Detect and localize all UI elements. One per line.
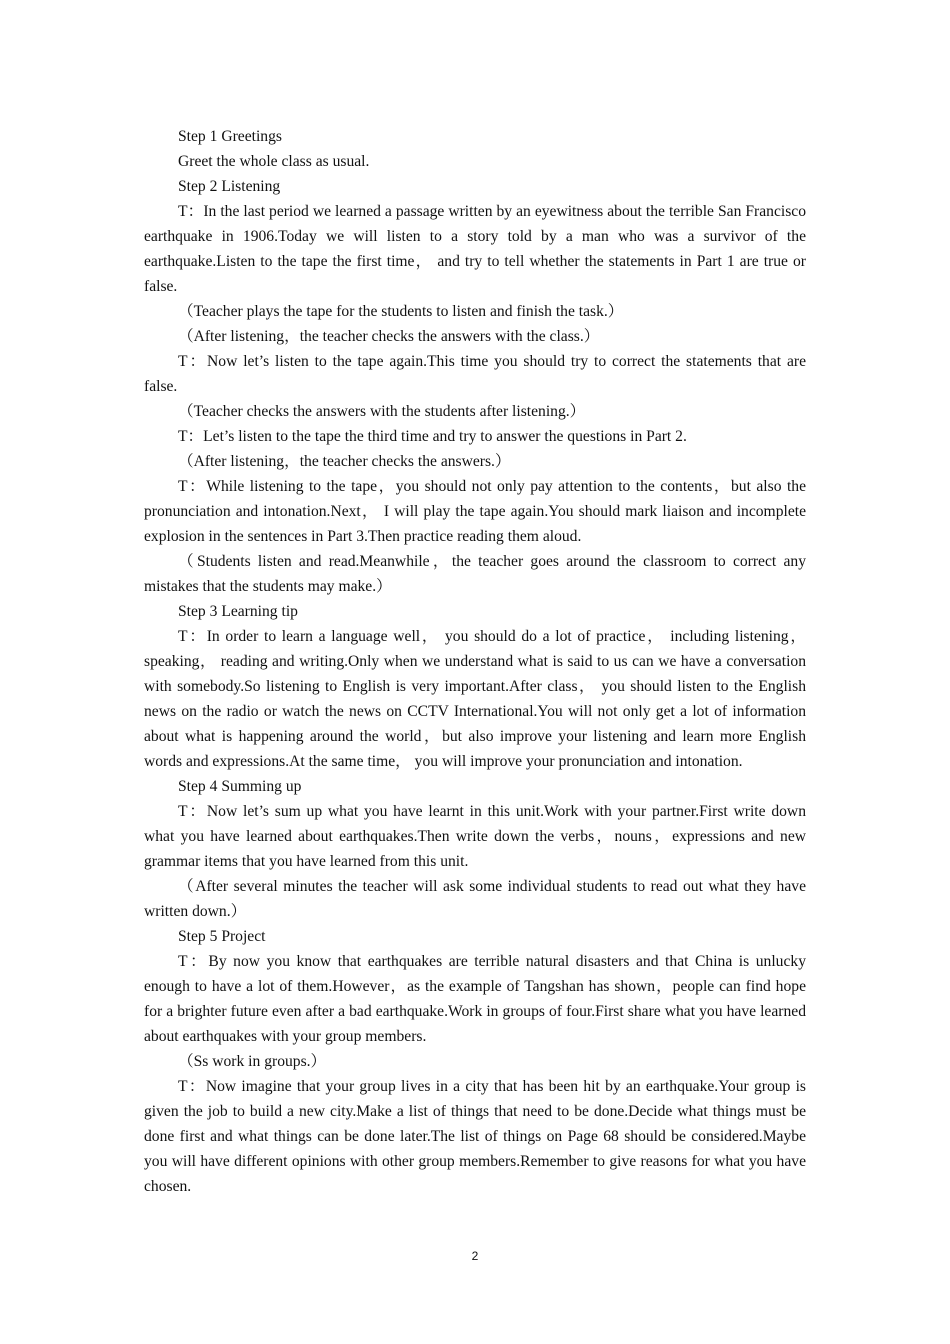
step2-paragraph-8: T：While listening to the tape，you should not only pay attention to the contents，but also the pronunciation and intonation.Next， I will play the tape again.You should mark liaison and incomplete explosion in the sentences in Part 3.Then practice reading them aloud. xyxy=(144,478,806,545)
step2-paragraph-5: （Teacher checks the answers with the students after listening.） xyxy=(178,403,586,420)
step4-heading: Step 4 Summing up xyxy=(178,778,302,795)
step2-paragraph-7: （After listening，the teacher checks the answers.） xyxy=(178,453,511,470)
step4-paragraph-1: T：Now let’s sum up what you have learnt in this unit.Work with your partner.First write down what you have learned about earthquakes.Then write down the verbs，nouns，expressions and new grammar items that you have learned from this unit. xyxy=(144,803,806,870)
step1-heading: Step 1 Greetings xyxy=(178,128,282,145)
step2-paragraph-6: T：Let’s listen to the tape the third time and try to answer the questions in Part 2. xyxy=(178,428,687,445)
step5-paragraph-1: T：By now you know that earthquakes are terrible natural disasters and that China is unlucky enough to have a lot of them.However，as the example of Tangshan has shown，people can find hope for a brighter future even after a bad earthquake.Work in groups of four.First share what you have learned about earthquakes with your group members. xyxy=(144,953,806,1045)
step2-paragraph-2: （Teacher plays the tape for the students to listen and finish the task.） xyxy=(178,303,624,320)
step3-heading: Step 3 Learning tip xyxy=(178,603,298,620)
page-number: 2 xyxy=(471,1249,479,1263)
step4-paragraph-2: （After several minutes the teacher will ask some individual students to read out what they have written down.） xyxy=(144,878,806,920)
step5-paragraph-2: （Ss work in groups.） xyxy=(178,1053,327,1070)
step3-paragraph-1: T：In order to learn a language well， you should do a lot of practice， including listening， speaking， reading and writing.Only when we understand what is said to us can we have a conversation with somebody.So listening to English is very important.After class， you should listen to the English news on the radio or watch the news on CCTV International.You will not only get a lot of information about what is happening around the world，but also improve your listening and learn more English words and expressions.At the same time， you will improve your pronunciation and intonation. xyxy=(144,628,806,770)
step5-heading: Step 5 Project xyxy=(178,928,266,945)
step2-paragraph-9: （Students listen and read.Meanwhile，the teacher goes around the classroom to correct any mistakes that the students may make.） xyxy=(144,553,806,595)
step2-paragraph-4: T：Now let’s listen to the tape again.This time you should try to correct the statements that are false. xyxy=(144,353,806,395)
step1-text: Greet the whole class as usual. xyxy=(178,153,370,170)
step2-heading: Step 2 Listening xyxy=(178,178,281,195)
step2-paragraph-1: T：In the last period we learned a passage written by an eyewitness about the terrible San Francisco earthquake in 1906.Today we will listen to a story told by a man who was a survivor of the earthquake.Listen to the tape the first time， and try to tell whether the statements in Part 1 are true or false. xyxy=(144,203,806,295)
step2-paragraph-3: （After listening，the teacher checks the answers with the class.） xyxy=(178,328,600,345)
document-body xyxy=(144,124,806,1199)
step5-paragraph-3: T：Now imagine that your group lives in a city that has been hit by an earthquake.Your group is given the job to build a new city.Make a list of things that need to be done.Decide what things must be done first and what things can be done later.The list of things on Page 68 should be considered.Maybe you will have different opinions with other group members.Remember to give reasons for what you have chosen. xyxy=(144,1078,806,1195)
